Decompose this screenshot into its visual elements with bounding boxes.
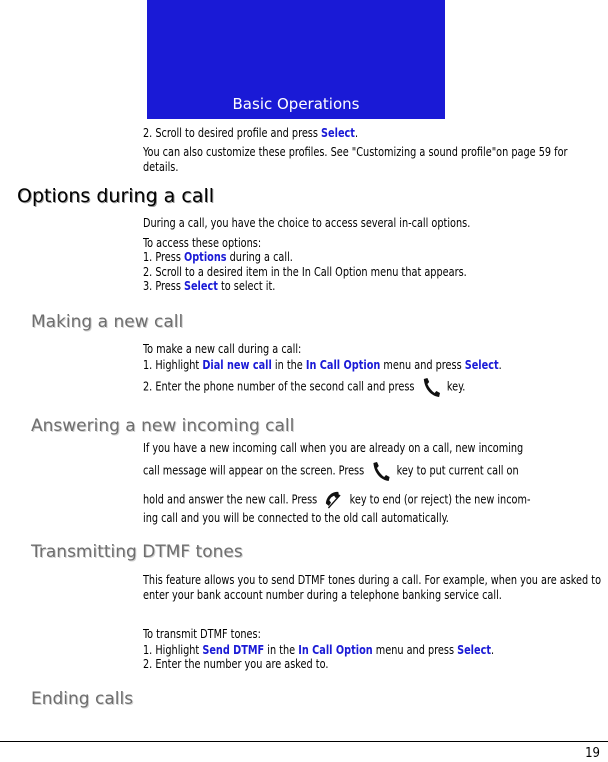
dtmf-step-2: 2. Enter the number you are asked to. — [143, 657, 329, 671]
section-heading-new-call: Making a new call — [31, 312, 184, 332]
send-key-icon — [370, 460, 392, 482]
send-key-icon — [420, 376, 442, 398]
new-call-step-1: 1. Highlight Dial new call in the In Call Option menu and press Select. — [143, 358, 502, 372]
section-heading-ending: Ending calls — [31, 689, 134, 709]
section-heading-answering: Answering a new incoming call — [31, 416, 295, 436]
chapter-title: Basic Operations — [232, 95, 360, 113]
new-call-step-2: 2. Enter the phone number of the second call and press key. — [143, 376, 559, 398]
profile-note: You can also customize these profiles. See "Customizing a sound profile"on page 59 for details. — [143, 145, 568, 174]
dtmf-access: To transmit DTMF tones: — [143, 627, 261, 641]
options-access: To access these options: — [143, 236, 262, 250]
options-step-1: 1. Press Options during a call. — [143, 250, 293, 264]
answer-line-3: hold and answer the new call. Press key to end (or reject) the new incom- — [143, 489, 559, 511]
section-heading-dtmf: Transmitting DTMF tones — [31, 542, 243, 562]
footer-divider — [0, 741, 608, 742]
options-step-3: 3. Press Select to select it. — [143, 279, 276, 293]
options-intro: During a call, you have the choice to access several in-call options. — [143, 216, 471, 230]
answer-line-4: ing call and you will be connected to the old call automatically. — [143, 511, 449, 525]
dtmf-step-1: 1. Highlight Send DTMF in the In Call Option menu and press Select. — [143, 643, 495, 657]
section-heading-options: Options during a call — [17, 185, 215, 207]
new-call-intro: To make a new call during a call: — [143, 342, 302, 356]
chapter-banner — [147, 0, 445, 119]
dtmf-intro: This feature allows you to send DTMF tones during a call. For example, when you are asked to enter your bank account number during a telephone banking service call. — [143, 573, 602, 602]
end-key-icon — [323, 489, 345, 511]
answer-line-2: call message will appear on the screen. Press key to put current call on — [143, 460, 559, 482]
answer-line-1: If you have a new incoming call when you are already on a call, new incoming — [143, 441, 524, 455]
profile-step-2: 2. Scroll to desired profile and press Select. — [143, 126, 359, 140]
options-step-2: 2. Scroll to a desired item in the In Call Option menu that appears. — [143, 265, 467, 279]
page-number: 19 — [585, 746, 600, 761]
